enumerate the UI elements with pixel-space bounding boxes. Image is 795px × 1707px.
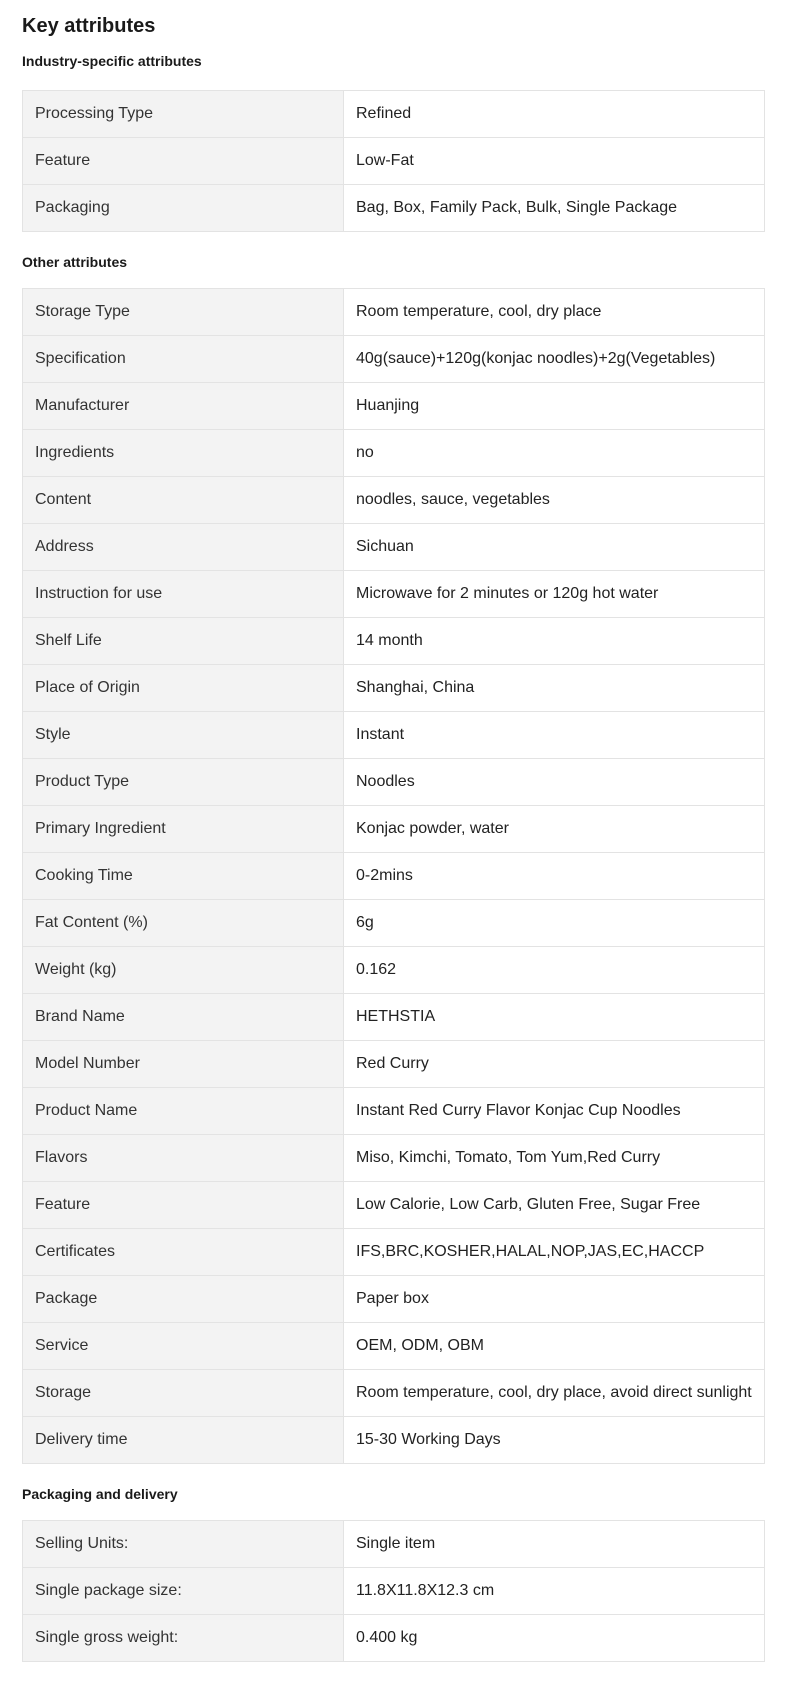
attribute-key: Single gross weight: bbox=[23, 1615, 344, 1662]
table-row bbox=[23, 1370, 765, 1417]
packaging-delivery-table bbox=[22, 1520, 765, 1662]
table-row bbox=[23, 618, 765, 665]
attribute-key: Fat Content (%) bbox=[23, 900, 344, 947]
section-title-packaging: Packaging and delivery bbox=[22, 1486, 178, 1502]
attribute-value: Instant bbox=[344, 712, 765, 759]
attribute-key: Packaging bbox=[23, 185, 344, 232]
attribute-key: Single package size: bbox=[23, 1568, 344, 1615]
attribute-key: Style bbox=[23, 712, 344, 759]
table-row bbox=[23, 430, 765, 477]
attribute-key: Selling Units: bbox=[23, 1521, 344, 1568]
table-row bbox=[23, 1229, 765, 1276]
attribute-value: Paper box bbox=[344, 1276, 765, 1323]
table-row bbox=[23, 571, 765, 618]
attribute-value: Room temperature, cool, dry place bbox=[344, 289, 765, 336]
table-row bbox=[23, 1568, 765, 1615]
attribute-value: no bbox=[344, 430, 765, 477]
table-row bbox=[23, 336, 765, 383]
attribute-key: Storage Type bbox=[23, 289, 344, 336]
attribute-value: Low Calorie, Low Carb, Gluten Free, Sugar Free bbox=[344, 1182, 765, 1229]
attribute-value: Microwave for 2 minutes or 120g hot water bbox=[344, 571, 765, 618]
table-row bbox=[23, 1088, 765, 1135]
attribute-key: Feature bbox=[23, 1182, 344, 1229]
table-row bbox=[23, 947, 765, 994]
attribute-key: Cooking Time bbox=[23, 853, 344, 900]
attribute-key: Delivery time bbox=[23, 1417, 344, 1464]
attribute-value: Bag, Box, Family Pack, Bulk, Single Package bbox=[344, 185, 765, 232]
attribute-key: Package bbox=[23, 1276, 344, 1323]
attribute-key: Processing Type bbox=[23, 91, 344, 138]
table-row bbox=[23, 1417, 765, 1464]
attribute-value: 0.162 bbox=[344, 947, 765, 994]
attribute-value: Huanjing bbox=[344, 383, 765, 430]
attribute-value: 11.8X11.8X12.3 cm bbox=[344, 1568, 765, 1615]
attribute-value: Sichuan bbox=[344, 524, 765, 571]
attribute-value: Konjac powder, water bbox=[344, 806, 765, 853]
attribute-value: 14 month bbox=[344, 618, 765, 665]
industry-attributes-table bbox=[22, 90, 765, 232]
attribute-value: HETHSTIA bbox=[344, 994, 765, 1041]
attribute-key: Product Name bbox=[23, 1088, 344, 1135]
table-row bbox=[23, 1521, 765, 1568]
table-row bbox=[23, 1323, 765, 1370]
table-row bbox=[23, 524, 765, 571]
attribute-value: IFS,BRC,KOSHER,HALAL,NOP,JAS,EC,HACCP bbox=[344, 1229, 765, 1276]
attribute-value: 0-2mins bbox=[344, 853, 765, 900]
attribute-value: 15-30 Working Days bbox=[344, 1417, 765, 1464]
attribute-value: Refined bbox=[344, 91, 765, 138]
table-row bbox=[23, 712, 765, 759]
attribute-key: Certificates bbox=[23, 1229, 344, 1276]
attribute-key: Product Type bbox=[23, 759, 344, 806]
attribute-value: noodles, sauce, vegetables bbox=[344, 477, 765, 524]
attribute-key: Place of Origin bbox=[23, 665, 344, 712]
section-title-industry: Industry-specific attributes bbox=[22, 53, 202, 69]
table-row bbox=[23, 383, 765, 430]
attribute-key: Storage bbox=[23, 1370, 344, 1417]
attribute-value: Single item bbox=[344, 1521, 765, 1568]
attribute-key: Feature bbox=[23, 138, 344, 185]
attribute-key: Brand Name bbox=[23, 994, 344, 1041]
table-row bbox=[23, 1041, 765, 1088]
section-title-other: Other attributes bbox=[22, 254, 128, 270]
attribute-key: Shelf Life bbox=[23, 618, 344, 665]
attribute-key: Instruction for use bbox=[23, 571, 344, 618]
attribute-value: OEM, ODM, OBM bbox=[344, 1323, 765, 1370]
table-row bbox=[23, 1276, 765, 1323]
table-row bbox=[23, 853, 765, 900]
table-row bbox=[23, 1615, 765, 1662]
attribute-value: Low-Fat bbox=[344, 138, 765, 185]
table-row bbox=[23, 759, 765, 806]
attribute-value: Room temperature, cool, dry place, avoid direct sunlight bbox=[344, 1370, 765, 1417]
table-row bbox=[23, 1135, 765, 1182]
attribute-key: Primary Ingredient bbox=[23, 806, 344, 853]
attribute-key: Service bbox=[23, 1323, 344, 1370]
attribute-value: 6g bbox=[344, 900, 765, 947]
attribute-value: 40g(sauce)+120g(konjac noodles)+2g(Vegetables) bbox=[344, 336, 765, 383]
table-row bbox=[23, 185, 765, 232]
table-row bbox=[23, 665, 765, 712]
attribute-value: Noodles bbox=[344, 759, 765, 806]
attribute-value: Red Curry bbox=[344, 1041, 765, 1088]
table-row bbox=[23, 900, 765, 947]
attribute-key: Address bbox=[23, 524, 344, 571]
attribute-key: Model Number bbox=[23, 1041, 344, 1088]
attribute-value: Instant Red Curry Flavor Konjac Cup Noodles bbox=[344, 1088, 765, 1135]
table-row bbox=[23, 138, 765, 185]
page-title: Key attributes bbox=[22, 15, 156, 37]
table-row bbox=[23, 91, 765, 138]
table-row bbox=[23, 289, 765, 336]
attribute-key: Content bbox=[23, 477, 344, 524]
attribute-key: Weight (kg) bbox=[23, 947, 344, 994]
table-row bbox=[23, 1182, 765, 1229]
attribute-value: 0.400 kg bbox=[344, 1615, 765, 1662]
table-row bbox=[23, 806, 765, 853]
other-attributes-table bbox=[22, 288, 765, 1464]
attribute-value: Shanghai, China bbox=[344, 665, 765, 712]
attribute-key: Manufacturer bbox=[23, 383, 344, 430]
attribute-key: Specification bbox=[23, 336, 344, 383]
table-row bbox=[23, 477, 765, 524]
attribute-key: Ingredients bbox=[23, 430, 344, 477]
attribute-value: Miso, Kimchi, Tomato, Tom Yum,Red Curry bbox=[344, 1135, 765, 1182]
table-row bbox=[23, 994, 765, 1041]
attribute-key: Flavors bbox=[23, 1135, 344, 1182]
